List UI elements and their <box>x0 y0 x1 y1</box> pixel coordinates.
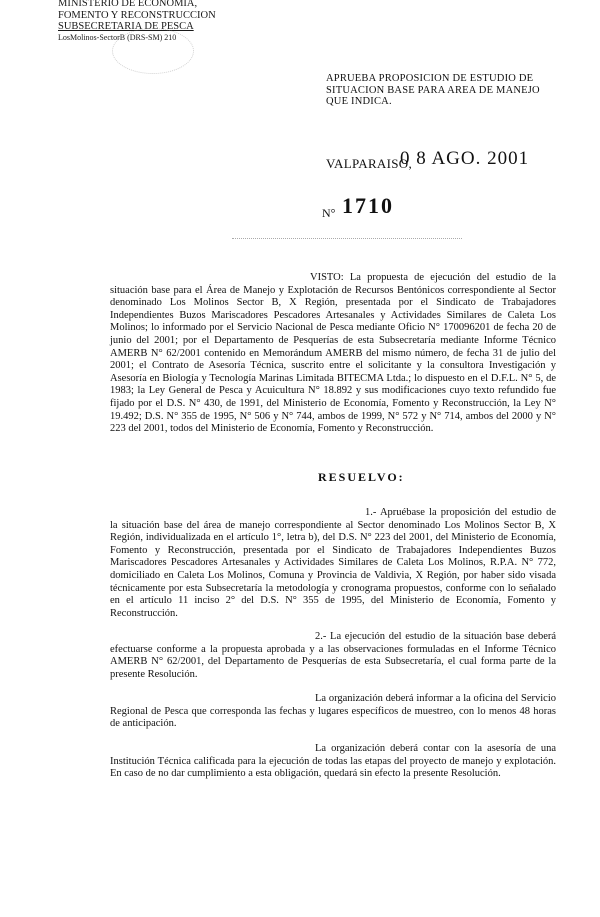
resolution-item-1 <box>110 507 556 620</box>
item-2-text: deberá efectuarse conforme a la propuesta aprobada y a las observaciones formuladas en el Informe Técnico AMERB N° 62/2001, del Departamento de Pesquerías de esta Subsecretaría, el cual forma parte de la presente Resolución. <box>110 631 557 680</box>
resolution-subject: APRUEBA PROPOSICION DE ESTUDIO DE SITUACION BASE PARA AREA DE MANEJO QUE INDICA. <box>326 73 540 108</box>
item-3-text: Servicio Regional de Pesca que corresponda las fechas y lugares específicos de muestreo, con lo menos 48 horas de anticipación. <box>110 693 556 730</box>
visto-text: La propuesta de ejecución del estudio de la situación base para el Área de Manejo y Explotación de Recursos Bentónicos correspondiente al Sector denominado Los Molinos Sector B, X Región, presentada por el Sindicato de Trabajadores Independientes Buzos Mariscadores Pescadores Artesanales y Actividades Similares de Caleta Los Molinos; lo informado por el Servicio Nacional de Pesca mediante Oficio N° 170096201 de fecha 20 de junio del 2001; por el Departamento de Pesquerías de esta Subsecretaría mediante Informe Técnico AMERB N° 62/2001 contenido en Memorándum AMERB del mismo número, de fecha 31 de julio del 2001; el Contrato de Asesoría Técnica, suscrito entre el solicitante y la consultora Investigación y Asesoría en Biología y Tecnología Marinas Limitada BITECMA Ltda.; lo dispuesto en el D.F.L. N° 5, de 1983; la Ley General de Pesca y Acuicultura N° 18.892 y sus modificaciones cuyo texto refundido fue fijado por el D.S. N° 430, de 1991, del Ministerio de Economía, Fomento y Reconstrucción, la Ley N° 19.492; D.S. N° 355 de 1995, N° 506 y N° 744, ambos de 1999, N° 572 y N° 714, ambos del 2000 y N° 223 del 2001, todos del Ministerio de Economía, Fomento y Reconstrucción. <box>110 272 557 435</box>
item-1-lead: 1.- Apruébase la proposición del estudio de la <box>110 507 556 531</box>
resolution-item-2 <box>110 631 556 681</box>
faded-stamp <box>112 28 194 74</box>
visto-paragraph <box>110 272 556 436</box>
letterhead-reference: LosMolinos-SectorB (DRS-SM) 210 <box>58 32 177 42</box>
number-label: N° <box>322 206 336 220</box>
letterhead-ministry: MINISTERIO DE ECONOMIA, <box>58 0 198 9</box>
item-1-text: situación base del área de manejo correspondiente al Sector denominado Los Molinos Sector B, X Región, individualizada en el artículo 1°, letra b), del D.S. N° 223 del 2001, del Ministerio de Economía, Fomento y Reconstrucción, presentada por el Sindicato de Trabajadores Independientes Buzos Mariscadores Pescadores Artesanales y Actividades Similares de Caleta Los Molinos, R.P.A. N° 772, domiciliado en Caleta Los Molinos, Comuna y Provincia de Valdivia, X Región, por haber sido visada técnicamente por esta Subsecretaría la metodología y cronograma propuestos, conforme con lo señalado en el artículo 11 inciso 2° del D.S. N° 355 de 1995, del Ministerio de Economía, Fomento y Reconstrucción. <box>110 519 556 619</box>
resolution-item-4 <box>110 743 556 781</box>
resolution-number: 1710 <box>342 193 394 218</box>
faint-line <box>232 238 462 240</box>
item-3-lead: La organización deberá informar a la oficina del <box>315 693 519 704</box>
letterhead-ministry-2: FOMENTO Y RECONSTRUCCION <box>58 9 216 21</box>
visto-label: VISTO: <box>310 272 344 283</box>
resolution-item-3 <box>110 693 556 731</box>
item-2-lead: 2.- La ejecución del estudio de la situación base <box>315 631 525 642</box>
date-stamp: 0 8 AGO. 2001 <box>400 148 530 169</box>
place: VALPARAISO, <box>326 156 413 171</box>
resuelvo-heading: RESUELVO: <box>318 470 405 484</box>
item-4-lead: La organización deberá contar con la asesoría de una <box>315 743 556 754</box>
item-4-text: Institución Técnica calificada para la ejecución de todas las etapas del proyecto de manejo y explotación. En caso de no dar cumplimiento a esta obligación, quedará sin efecto la presente Resolución. <box>110 755 556 780</box>
letterhead-subsecretaria: SUBSECRETARIA DE PESCA <box>58 21 194 32</box>
